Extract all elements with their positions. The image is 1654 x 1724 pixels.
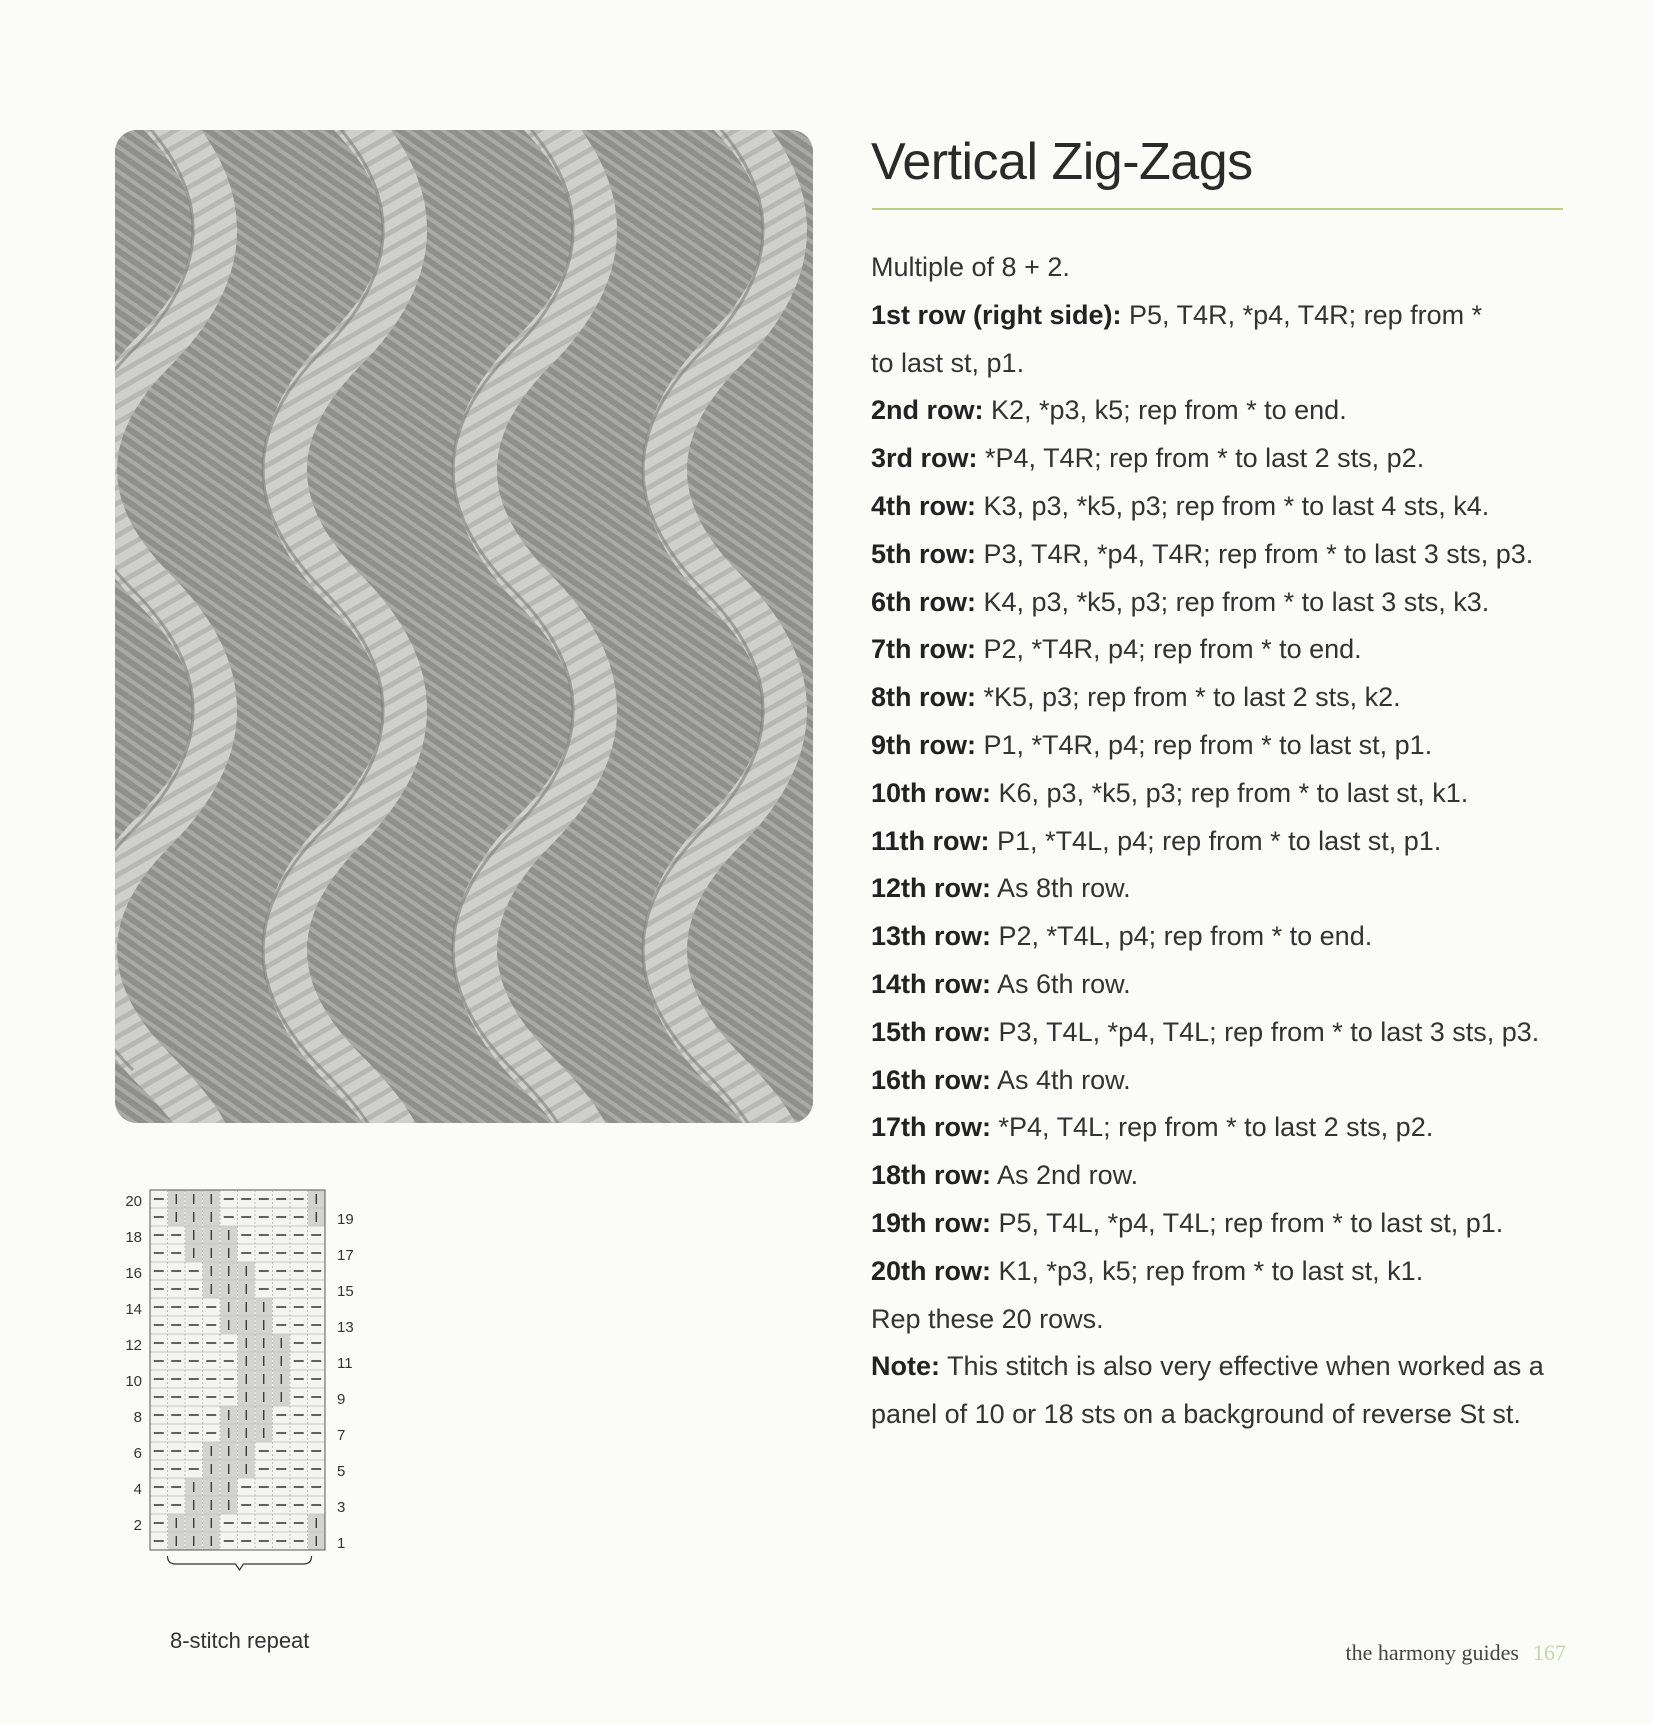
row-text: *P4, T4L; rep from * to last 2 sts, p2. [991,1112,1434,1143]
row-text: P2, *T4R, p4; rep from * to end. [976,634,1362,665]
chart-row-number-odd: 9 [337,1391,346,1408]
pattern-instructions [871,244,1571,1439]
row-instruction [871,292,1511,388]
row-instruction [871,531,1571,579]
row-text: *K5, p3; rep from * to last 2 sts, k2. [976,682,1401,713]
row-label: 11th row: [871,825,990,856]
title-divider [872,208,1563,210]
chart-row-number-even: 10 [125,1373,142,1390]
row-label: 9th row: [871,729,976,760]
row-label: 5th row: [871,538,976,569]
row-text: P1, *T4L, p4; rep from * to last st, p1. [989,825,1442,856]
chart-row-number-odd: 7 [337,1427,346,1444]
chart-row-number-odd: 13 [337,1319,354,1336]
chart-row-number-odd: 19 [337,1211,354,1228]
row-instruction [871,818,1571,866]
chart-row-number-odd: 1 [337,1535,346,1552]
row-text: P1, *T4R, p4; rep from * to last st, p1. [976,729,1433,760]
chart-row-number-even: 4 [133,1481,142,1498]
row-label: 16th row: [871,1064,992,1095]
row-text: As 6th row. [991,968,1131,999]
row-text: P2, *T4L, p4; rep from * to end. [991,921,1373,952]
row-instruction [871,1057,1571,1105]
row-instruction [871,387,1571,435]
row-label: 12th row: [871,873,992,904]
chart-row-number-odd: 3 [337,1499,346,1516]
row-instruction [871,1104,1571,1152]
page-footer [1345,1640,1566,1666]
row-text: P5, T4R, *p4, T4R; rep from * to last st, p1. [871,299,1483,378]
row-instruction [871,626,1571,674]
row-label: 19th row: [871,1207,992,1238]
row-label: 18th row: [871,1160,992,1191]
chart-row-number-even: 8 [133,1409,142,1426]
row-instruction [871,1200,1571,1248]
row-text: K6, p3, *k5, p3; rep from * to last st, k1. [991,777,1469,808]
chart-row-number-even: 18 [125,1229,142,1246]
row-instruction [871,1248,1571,1296]
row-text: *P4, T4R; rep from * to last 2 sts, p2. [977,443,1425,474]
row-text: As 8th row. [991,873,1131,904]
stitch-chart [110,1180,400,1620]
chart-row-number-even: 16 [125,1265,142,1282]
chart-row-number-odd: 15 [337,1283,354,1300]
row-instruction [871,483,1571,531]
row-text: K2, *p3, k5; rep from * to end. [983,395,1347,426]
row-label: 14th row: [871,968,992,999]
row-label: 6th row: [871,586,976,617]
note-text: This stitch is also very effective when worked as a panel of 10 or 18 sts on a background of reverse St st. [871,1351,1544,1430]
row-text: P3, T4R, *p4, T4R; rep from * to last 3 sts, p3. [976,538,1534,569]
row-label: 7th row: [871,634,976,665]
row-label: 15th row: [871,1016,992,1047]
chart-row-number-even: 14 [125,1301,142,1318]
row-instruction [871,1009,1571,1057]
row-label: 1st row (right side): [871,299,1122,330]
row-instruction [871,1152,1571,1200]
row-text: K4, p3, *k5, p3; rep from * to last 3 sts, k3. [976,586,1490,617]
row-label: 2nd row: [871,395,984,426]
repeat-brace [168,1556,312,1570]
row-label: 20th row: [871,1255,992,1286]
repeat-line: Rep these 20 rows. [871,1303,1104,1334]
row-text: P3, T4L, *p4, T4L; rep from * to last 3 sts, p3. [991,1016,1540,1047]
knitted-swatch-photo [115,130,813,1123]
row-instruction [871,722,1571,770]
row-instruction [871,913,1571,961]
chart-row-number-odd: 11 [337,1355,353,1372]
row-instruction [871,435,1571,483]
row-instruction [871,579,1571,627]
row-instruction [871,961,1571,1009]
row-text: As 4th row. [991,1064,1131,1095]
page-number: 167 [1533,1640,1566,1665]
note-paragraph [871,1343,1571,1439]
row-text: P5, T4L, *p4, T4L; rep from * to last st, p1. [991,1207,1504,1238]
chart-row-number-even: 2 [133,1517,142,1534]
row-text: As 2nd row. [991,1160,1139,1191]
pattern-title: Vertical Zig-Zags [871,133,1253,191]
row-label: 3rd row: [871,443,978,474]
note-label: Note: [871,1351,940,1382]
row-instruction [871,674,1571,722]
row-instruction [871,770,1571,818]
multiple-line: Multiple of 8 + 2. [871,252,1070,282]
row-label: 10th row: [871,777,992,808]
row-text: K1, *p3, k5; rep from * to last st, k1. [991,1255,1424,1286]
chart-caption: 8-stitch repeat [170,1628,310,1653]
chart-row-number-even: 20 [125,1193,142,1210]
chart-row-number-odd: 17 [337,1247,354,1264]
row-text: K3, p3, *k5, p3; rep from * to last 4 sts, k4. [976,490,1490,521]
row-label: 17th row: [871,1112,992,1143]
chart-row-number-even: 6 [133,1445,142,1462]
book-series-name: the harmony guides [1345,1640,1519,1665]
row-label: 8th row: [871,682,976,713]
chart-row-number-even: 12 [125,1337,142,1354]
row-label: 4th row: [871,490,976,521]
row-instructions [871,292,1571,1296]
row-instruction [871,865,1571,913]
chart-row-number-odd: 5 [337,1463,346,1480]
row-label: 13th row: [871,921,992,952]
